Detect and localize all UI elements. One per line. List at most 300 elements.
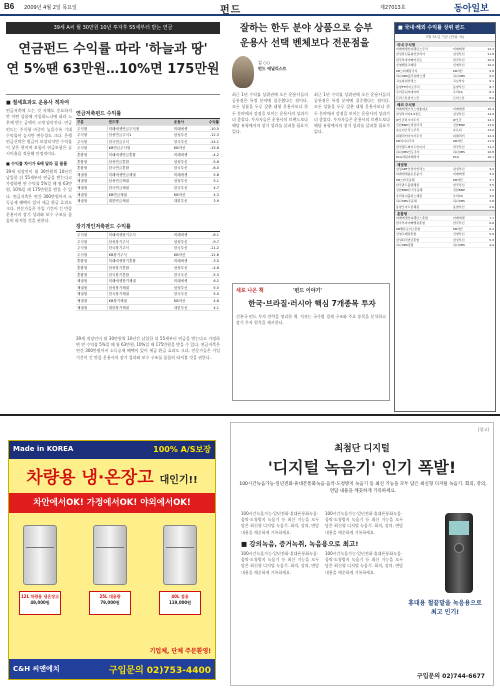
fund-cell: 하나UBS	[453, 242, 465, 247]
fund-cell: 미래에셋브릭스업종대표	[396, 106, 428, 111]
table-cell: 4.7	[213, 185, 219, 190]
table-cell: 주식형	[76, 139, 108, 145]
order-phone: 구입문의 02)744-6677	[416, 673, 485, 680]
table-cell: 미래에셋	[173, 152, 188, 157]
fund-cell: 13.0	[487, 128, 494, 133]
table-cell: -11.2	[209, 246, 219, 251]
fund-cell: 피델리티아시아주식	[396, 133, 423, 138]
table-row	[76, 198, 220, 205]
table-cell: 채권형	[76, 305, 108, 311]
fund-cell: 하나UBS블루칩바스켓	[396, 73, 426, 78]
table-cell: -6.0	[212, 166, 219, 171]
ad-label: [광고]	[478, 427, 489, 432]
table-cell: 혼합형	[76, 258, 108, 264]
fund-cell: 한국투신	[453, 144, 465, 149]
price-tag-price: 49,000원	[30, 600, 50, 605]
cooler-product-image	[163, 525, 197, 585]
fund-cell: 6.2	[489, 226, 494, 231]
table-cell: -9.7	[212, 239, 219, 244]
book-series-label: '펀드 이야기'	[293, 288, 322, 294]
panel-section-title: 국내 주식형	[395, 41, 495, 47]
table-cell: -12.6	[209, 252, 219, 257]
fund-cell: 8.7	[489, 84, 494, 89]
fund-cell: 슈로더	[453, 128, 462, 133]
table-cell: 미래에셋연금주식형	[108, 126, 140, 131]
article-body	[6, 108, 72, 406]
panel-date: 3월 31일 기준 (단위: %)	[425, 35, 465, 39]
fund-cell: 동양투신	[453, 204, 465, 209]
column-title-line-2: 운용사 선택 벤체보다 전문점을	[240, 38, 370, 49]
price-tag-label: 25L 대용량	[99, 594, 121, 599]
fund-cell: KB자산	[453, 177, 463, 182]
table-cell: 3.9	[213, 199, 219, 204]
fund-cell: 9.5	[489, 73, 494, 78]
fund-cell: 13.6	[487, 123, 494, 128]
table-cell: 한국장기혼합	[108, 272, 129, 277]
fund-cell: 6.6	[489, 221, 494, 226]
fund-cell: KB자산	[453, 139, 463, 144]
table-row	[76, 178, 220, 185]
table-cell: 주식형	[76, 252, 108, 258]
fund-cell: 트러스톤칭기스칸	[396, 95, 420, 100]
table-row	[76, 145, 220, 152]
fund-cell: 10.1	[487, 155, 494, 160]
table-cell: KB자산	[173, 192, 186, 197]
table-cell: 한국연금혼합	[108, 166, 129, 171]
ad-headline	[9, 463, 215, 488]
made-in-label: Made in KOREA	[13, 445, 74, 453]
fund-cell: 삼성투신	[453, 112, 465, 117]
column-title	[240, 21, 388, 51]
table-2-title: 장기개인저축펀드 수익률	[76, 224, 131, 230]
table-cell: 미래에셋	[173, 126, 188, 131]
table-cell: 한국투신	[173, 246, 188, 251]
author-photo	[232, 56, 254, 88]
fund-cell: 신영투신	[453, 63, 465, 68]
table-cell: 대한투신	[173, 305, 188, 310]
table-row	[76, 239, 220, 246]
fund-cell: 미래에셋인디펜던스주식	[396, 47, 428, 51]
body-paragraph-2: 39세 직장인이 월 30만원씩 10년간 납입한 뒤 55세부터 연금을 받는다고 가정하면 연 수익률 5%일 때 월 63만원, 10%일 때 175만원을 받을 수 있다. 연금저축은 연간 300만원까지 소득공제 혜택이 있어 세금 환급 효과도 크다.	[6, 168, 72, 212]
fund-cell: 미래에셋솔로몬중기	[396, 172, 423, 177]
table-cell: 채권형	[76, 285, 108, 291]
table-cell: 미래에셋장기혼합	[108, 259, 136, 264]
panel-section-title: 해외 주식형	[395, 101, 495, 107]
fund-cell: 트러스톤	[453, 95, 465, 100]
group-order-note: 기업체, 단체 주문환영!	[149, 648, 211, 655]
table-row	[76, 172, 220, 179]
ad-kicker: 최첨단 디지털	[334, 444, 390, 454]
table-cell: 삼성투신	[173, 159, 188, 164]
fund-cell: 10.9	[487, 57, 494, 62]
table-cell: 4.1	[213, 305, 219, 310]
fund-cell: 피델리티	[453, 133, 465, 138]
table-cell: 삼성장기채권	[108, 285, 129, 290]
section-title: 펀드	[220, 5, 242, 16]
price-tag	[159, 591, 201, 615]
headline-divider	[6, 94, 220, 95]
table-row	[76, 305, 220, 312]
table-row	[76, 265, 220, 272]
ad-feature-heading: ■ 강의녹음, 증거녹취, 녹음용으로 최고!	[241, 540, 359, 548]
fund-cell: 14.9	[487, 112, 494, 117]
body-paragraph-1: 연금저축에 드는 것 자체도 중요하지만 어떤 상품에 가입하느냐에 따라 노후에 받는 금액이 크게 달라진다. 연금펀드는 주식형 비중이 높을수록 기대 수익률이 높지만 변동성도 크다. 은행 연금신탁은 원금이 보장되지만 수익률이 낮은 편이며 보험사 연금보험은 공시이율을 적용해 안정적이다.	[6, 108, 72, 157]
table-cell: KB자산	[173, 146, 186, 151]
table-row	[76, 132, 220, 139]
table-cell: 삼성장기혼합	[108, 265, 129, 270]
table-cell: 채권형	[76, 198, 108, 204]
book-body: 신흥국 펀드 투자 전략을 정리한 책. 저자는 국가별 경제 구조와 주요 종목을 분석하고 장기 투자 원칙을 제시한다.	[236, 314, 386, 326]
table-cell: 한국연금채권	[108, 185, 129, 190]
ad-subheadline: 차안에서OK! 가정에서OK! 야외에서OK!	[9, 493, 215, 513]
table-header-cell: 펀드명	[108, 120, 119, 124]
fund-cell: 한국월드와이드인디아	[396, 144, 425, 149]
fund-cell: 삼성투신	[453, 166, 465, 171]
fund-cell: 우리하이플러스채권	[396, 193, 423, 198]
fund-cell: 교보파워인덱스	[396, 79, 417, 84]
product-caption: 휴대용 철끝말을 녹음용으로 최고 인기!	[408, 600, 482, 616]
fund-cell: 하나UBS국공채	[396, 199, 417, 204]
table-cell: 미래에셋연금채권	[108, 172, 136, 177]
table-cell: 혼합형	[76, 159, 108, 165]
book-review-box	[232, 283, 390, 401]
body-paragraph-3: 전문가들은 가입 기간이 긴 만큼 운용사의 장기 성과와 보수 구조를 꼼꼼히 따져볼 것을 권한다.	[6, 206, 72, 224]
article-body-continued	[76, 336, 220, 408]
table-cell: 미래에셋	[173, 172, 188, 177]
fund-cell: 우리쥬니어네이버	[396, 90, 420, 95]
fund-cell: 4.9	[489, 242, 494, 247]
table-cell: 5.1	[213, 179, 219, 184]
table-cell: 채권형	[76, 298, 108, 304]
table-row	[76, 278, 220, 285]
table-cell: 채권형	[76, 192, 108, 198]
recorder-button	[454, 543, 464, 553]
table-cell: 주식형	[76, 245, 108, 251]
fund-cell: 3.7	[489, 177, 494, 182]
table-cell: 삼성투신	[173, 265, 188, 270]
table-row	[76, 291, 220, 298]
table-cell: -14.1	[209, 139, 219, 144]
table-row	[76, 165, 220, 172]
fund-cell: KB자산	[453, 226, 463, 231]
book-title: 한국·브라질·러시아 핵심 7개종목 투자	[248, 299, 376, 308]
table-cell: 한국투신	[173, 166, 188, 171]
price-tag-price: 79,000원	[100, 600, 120, 605]
table-header-cell: 운용사	[173, 120, 185, 124]
table-cell: -3.5	[212, 259, 219, 264]
column-title-line-1: 잘하는 한두 분야 상품으로 승부	[240, 23, 373, 34]
cooler-advertisement[interactable]	[8, 440, 216, 680]
table-row	[76, 285, 220, 292]
fund-cell: 한국부자아빠밸류혼합	[396, 221, 425, 226]
table-cell: 5.8	[213, 172, 219, 177]
author-role: 펀드 애널리스트	[258, 66, 287, 71]
fund-cell: 한국투신	[453, 182, 465, 187]
table-cell: KB연금주식형	[108, 146, 131, 151]
table-cell: 삼성장기주식	[108, 239, 129, 244]
fund-cell: 삼성투신	[453, 237, 465, 242]
table-row	[76, 298, 220, 305]
fund-cell: PCA라틴아메리카	[396, 155, 420, 160]
fund-cell: 신영투신	[453, 232, 465, 237]
table-1-title: 연금저축펀드 수익률	[76, 111, 122, 117]
fund-cell: 삼성퇴직연금혼합	[396, 237, 420, 242]
issue-date: 2009년 4월 2일 목요일	[24, 5, 77, 11]
table-row	[76, 232, 220, 239]
table-cell: -5.6	[212, 159, 219, 164]
author-name: 김 ○○	[258, 60, 271, 65]
book-section-label: 새로 나온 책	[236, 288, 264, 294]
table-cell: 대한연금채권	[108, 199, 129, 204]
table-cell: 주식형	[76, 239, 108, 245]
table-cell: 혼합형	[76, 272, 108, 278]
table-row	[76, 192, 220, 199]
fund-cell: 한국골드플랜채권	[396, 182, 420, 187]
table-cell: 미래에셋	[173, 259, 188, 264]
fund-cell: 삼성투신	[453, 52, 465, 57]
ad-headline-main: 차량용 냉·온장고	[26, 468, 154, 488]
fund-cell: 10.2	[487, 63, 494, 68]
table-cell: 한국투신	[173, 272, 188, 277]
article-teaser: 39세 A씨 월 30만원 10년 투자후 55세부터 받는 연금	[6, 22, 220, 34]
price-tag-label: 12L 차량용 냉온장고	[21, 594, 59, 599]
table-cell: 채권형	[76, 178, 108, 184]
fund-cell: 하나UBS	[453, 199, 465, 204]
fund-cell: 신한BNP단기국공채	[396, 188, 423, 193]
table-cell: 삼성투신	[173, 133, 188, 138]
ad-feature-text-right: 100시간녹음가능·일년전화·휴대폰통화녹음·음악·도청방지 녹음기 등 최신 기능을 모두 담은 최신형 디지털 녹음기. 회의, 강의, 면담 내용을 깨끗하게 기록하세요.	[325, 551, 403, 575]
fund-cell: 8.0	[489, 95, 494, 100]
fund-cell: 11.9	[487, 139, 494, 144]
table-cell: 삼성연금주식1	[108, 133, 132, 138]
table-row	[76, 139, 220, 146]
fund-cell: 동양투신	[453, 84, 465, 89]
fund-ranking-panel	[394, 22, 496, 412]
fund-cell: 2.6	[489, 204, 494, 209]
as-guarantee-badge: 100% A/S보장	[153, 445, 211, 454]
table-cell: KB연금채권	[108, 192, 127, 197]
table-cell: 삼성연금혼합	[108, 159, 129, 164]
table-cell: 한국투신	[173, 185, 188, 190]
table-cell: 5.5	[213, 285, 219, 290]
order-phone: 구입문의 02)753-4400	[108, 666, 211, 676]
table-cell: 혼합형	[76, 152, 108, 158]
table-cell: -4.2	[212, 152, 219, 157]
table-row	[76, 252, 220, 259]
table-cell: 혼합형	[76, 165, 108, 171]
fund-cell: 11.8	[487, 52, 494, 57]
table-cell: 삼성투신	[173, 179, 188, 184]
table-cell: 미래에셋장기주식	[108, 233, 136, 237]
column-body-right: 최근 1년 수익률 상위권에 오른 운용사들의 공통점은 특정 분야에 집중했다는 점이다. 모든 상품을 두루 갖춘 대형 운용사보다 한두 분야에서 강점을 보이는 운용사의 성과가 더 좋았다. 투자자들은 운용사의 브랜드보다 해당 유형에서의 장기 성과를 살펴볼 필요가 있다.	[314, 92, 390, 135]
fund-cell: 미래에셋	[453, 172, 465, 177]
fund-cell: 신영밸류고배당	[396, 63, 417, 68]
table-cell: 한국투신	[173, 139, 188, 144]
recorder-advertisement[interactable]	[230, 422, 494, 686]
table-cell: -15.8	[209, 146, 219, 151]
fund-cell: 슈로더브릭스주식	[396, 128, 420, 133]
fund-cell: 7.1	[489, 215, 494, 220]
fund-cell: 2.8	[489, 199, 494, 204]
table-cell: KB자산	[173, 252, 186, 257]
ad-body-text-left: 100시간녹음가능·일년전화·휴대폰통화녹음·음악·도청방지 녹음기 등 최신 기능을 모두 담은 최신형 디지털 녹음기. 회의, 강의, 면담 내용을 깨끗하게 기록하세요.	[241, 511, 319, 535]
cooler-product-image	[23, 525, 57, 585]
table-cell: 삼성투신	[173, 285, 188, 290]
page-number: B6	[4, 2, 15, 11]
fund-cell: 3.0	[489, 193, 494, 198]
fund-cell: 한국부자아빠거꾸로	[396, 57, 423, 62]
fund-cell: 우리CS	[453, 90, 463, 95]
table-cell: 혼합형	[76, 265, 108, 271]
table-cell: 미래에셋	[173, 233, 188, 237]
table-cell: 주식형	[76, 232, 108, 238]
table-row	[76, 245, 220, 252]
fund-cell: KB밸류포커스혼합	[396, 226, 421, 231]
table-header-row	[76, 119, 220, 126]
table-cell: KB자산	[173, 298, 186, 303]
table-row	[76, 185, 220, 192]
table-row	[76, 159, 220, 166]
fund-cell: 8.3	[489, 90, 494, 95]
table-cell: 6.2	[213, 279, 219, 284]
table-cell: 주식형	[76, 132, 108, 138]
table-cell: 4.3	[213, 192, 219, 197]
table-header-cell: 구분	[76, 119, 108, 125]
fund-cell: 하나UBS	[453, 73, 465, 78]
price-tag	[89, 591, 131, 615]
fund-cell: 3.5	[489, 182, 494, 187]
table-cell: 4.6	[213, 298, 219, 303]
fund-cell: 15.4	[487, 106, 494, 111]
panel-header: ■ 국내·해외 수익률 상위 펀드	[395, 23, 495, 34]
recorder-product-image	[445, 513, 473, 593]
issue-number: 제27013호	[380, 5, 406, 11]
fund-cell: 3.9	[489, 172, 494, 177]
table-cell: 삼성투신	[173, 239, 188, 244]
table-cell: 대한투신	[173, 199, 188, 204]
fund-cell: 5.8	[489, 232, 494, 237]
fund-cell: 14.1	[487, 117, 494, 122]
table-row	[76, 258, 220, 265]
table-header-cell: 수익률	[208, 120, 219, 124]
fund-cell: 교보악사	[453, 79, 465, 84]
fund-cell: 미래에셋	[453, 106, 465, 111]
table-cell: 한국연금주식	[108, 139, 129, 144]
fund-cell: 미래에셋	[453, 215, 465, 220]
page-header	[0, 0, 500, 16]
company-name: C&H 씨앤에치	[13, 665, 60, 673]
fund-cell: KB차이나주식	[396, 139, 415, 144]
table-row	[76, 126, 220, 133]
body-paragraph-3-repeat: 전문가들은 가입 기간이 긴 만큼 운용사의 장기 성과와 보수 구조를 꼼꼼히 따져볼 것을 권한다.	[76, 348, 220, 360]
fund-cell: 신영고배당혼합	[396, 232, 417, 237]
fund-cell: 미래에셋인디펜던스혼합	[396, 215, 428, 220]
fund-cell: 삼성당신을위한코리아	[396, 52, 425, 57]
table-cell: -12.3	[209, 133, 219, 138]
fund-cell: 우리CS	[453, 193, 463, 198]
ad-top-bar	[9, 441, 215, 459]
table-cell: 5.0	[213, 292, 219, 297]
panel-section-title: 혼합형	[395, 210, 495, 216]
fund-cell: 11.2	[487, 144, 494, 149]
table-cell: 미래에셋장기채권	[108, 279, 136, 284]
table-cell: 채권형	[76, 291, 108, 297]
fund-cell: 하나UBS인도주식	[396, 150, 420, 155]
table-cell: 대한장기채권	[108, 305, 129, 310]
fund-cell: 삼성차이나2.0본토	[396, 112, 422, 117]
table-cell: 채권형	[76, 172, 108, 178]
ad-description: 100시간녹음가능·일년전화·휴대폰통화녹음·음악·도청방지 녹음기 등 최신 기능을 모두 담은 최신형 디지털 녹음기. 회의, 강의, 면담 내용을 깨끗하게 기록하세요.	[239, 482, 487, 494]
table-cell: KB장기주식	[108, 252, 127, 257]
fund-cell: 미래에셋	[453, 47, 465, 51]
cooler-product-image	[93, 525, 127, 585]
table-1	[76, 118, 220, 218]
fund-cell: KB스타국공채	[396, 177, 415, 182]
table-row	[76, 272, 220, 279]
table-cell: 삼성연금채권	[108, 179, 129, 184]
table-cell: -8.1	[212, 233, 219, 237]
price-tag-price: 119,000원	[168, 600, 192, 605]
fund-row	[395, 243, 495, 248]
fund-cell: 신한BNP브라질주식	[396, 123, 423, 128]
headline-line-2: 연 5%땐 63만원…10%면 175만원	[6, 62, 220, 77]
fund-cell: 신한BNP	[453, 123, 465, 128]
ad-bottom-bar	[9, 659, 215, 679]
table-row	[76, 152, 220, 159]
fund-cell: 동양FT바이오주식	[396, 84, 420, 89]
table-cell: 미래에셋연금혼합	[108, 152, 136, 157]
fund-cell: 3.2	[489, 188, 494, 193]
fund-cell: 동양모아드림채권	[396, 204, 420, 209]
fund-cell: 삼성ABF코리아인덱스	[396, 166, 426, 171]
table-cell: -4.8	[212, 265, 219, 270]
table-cell: -10.5	[209, 126, 219, 131]
fund-cell: 9.8	[489, 68, 494, 73]
fund-cell: 12.3	[487, 47, 494, 51]
fund-cell: PCA	[453, 155, 459, 160]
article-subhead-2: ■ 수익률 차이가 6배 달라 질 볼륨	[6, 160, 68, 166]
panel-body	[395, 41, 495, 248]
table-cell: 주식형	[76, 126, 108, 132]
table-cell: -5.3	[212, 272, 219, 277]
table-cell: 주식형	[76, 145, 108, 151]
fund-cell: 한국투신	[453, 221, 465, 226]
fund-cell: 9.1	[489, 79, 494, 84]
recorder-screen	[449, 521, 469, 535]
body-paragraph-2-repeat: 39세 직장인이 월 30만원씩 10년간 납입한 뒤 55세부터 연금을 받는다고 가정하면 연 수익률 5%일 때 월 63만원, 10%일 때 175만원을 받을 수 있다. 연금저축은 연간 300만원까지 소득공제 혜택이 있어 세금 환급 효과도 크다.	[76, 336, 220, 354]
table-cell: 미래에셋	[173, 279, 188, 284]
fund-cell: 10.8	[487, 150, 494, 155]
table-cell: 한국투신	[173, 292, 188, 297]
column-body-left: 최근 1년 수익률 상위권에 오른 운용사들의 공통점은 특정 분야에 집중했다는 점이다. 모든 상품을 두루 갖춘 대형 운용사보다 한두 분야에서 강점을 보이는 운용사의 성과가 더 좋았다. 투자자들은 운용사의 브랜드보다 해당 유형에서의 장기 성과를 살펴볼 필요가 있다.	[232, 92, 308, 135]
article-headline	[6, 40, 220, 80]
fund-cell: 하나UBS	[453, 150, 465, 155]
fund-cell: JP모간	[453, 117, 462, 122]
price-tag	[19, 591, 61, 615]
fund-cell: 4.2	[489, 166, 494, 171]
ad-feature-text-left: 100시간녹음가능·일년전화·휴대폰통화녹음·음악·도청방지 녹음기 등 최신 기능을 모두 담은 최신형 디지털 녹음기. 회의, 강의, 면담 내용을 깨끗하게 기록하세요.	[241, 551, 319, 575]
ad-headline: '디지털 녹음기' 인기 폭발!	[267, 458, 457, 477]
table-cell: KB장기채권	[108, 298, 127, 303]
table-cell: 채권형	[76, 278, 108, 284]
fund-cell: KB자산	[453, 68, 463, 73]
table-cell: 채권형	[76, 185, 108, 191]
fund-cell: JP모간러시아주식	[396, 117, 419, 122]
ad-divider	[0, 414, 500, 416]
fund-cell: 12.4	[487, 133, 494, 138]
article-subhead: ■ 절세효과도 운용사 적자여	[6, 100, 70, 106]
fund-cell: 신한BNP	[453, 188, 465, 193]
